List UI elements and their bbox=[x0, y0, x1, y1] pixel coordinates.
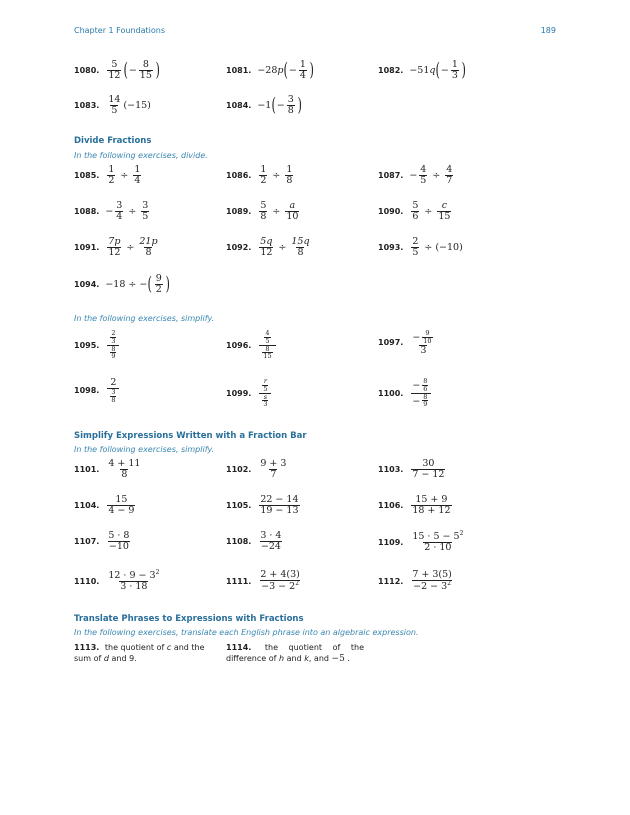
complex-fraction: $\frac{\frac{2}{3}}{\frac{8}{9}}$ bbox=[107, 330, 119, 360]
exercise-number: 1103. bbox=[378, 464, 404, 474]
math-expression: − $\frac{3}{4}$ ÷ $\frac{3}{5}$ bbox=[105, 200, 149, 222]
exercise-number: 1105. bbox=[226, 500, 252, 510]
fraction: $\frac{2 + 4(3)}{-3 - 2^2}$ bbox=[260, 569, 300, 593]
fraction: $\frac{4}{7}$ bbox=[446, 164, 453, 186]
exercise-1080 bbox=[74, 60, 160, 81]
math-expression: −1 ( − $\frac{3}{8}$ ) bbox=[257, 93, 302, 116]
fraction: $\frac{4 + 11}{8}$ bbox=[108, 458, 141, 480]
exercise-number: 1107. bbox=[74, 536, 100, 546]
exercise-number: 1081. bbox=[226, 65, 252, 75]
exercise-1101 bbox=[74, 459, 143, 480]
math-expression bbox=[105, 378, 121, 404]
exercise-number: 1094. bbox=[74, 279, 100, 289]
exercise-number: 1089. bbox=[226, 206, 252, 216]
exercise-1090 bbox=[378, 201, 453, 222]
fraction: $\frac{15 \cdot 5 - 5^2}{2 \cdot 10}$ bbox=[412, 530, 464, 554]
exercise-number: 1082. bbox=[378, 65, 404, 75]
fraction: $\frac{5 \cdot 8}{-10}$ bbox=[108, 530, 130, 552]
math-expression bbox=[257, 330, 277, 360]
exercise-1103 bbox=[378, 459, 447, 480]
math-expression: $\frac{7p}{12}$ ÷ $\frac{21p}{8}$ bbox=[108, 236, 158, 258]
fraction: $\frac{5}{8}$ bbox=[260, 200, 267, 222]
math-expression: −28 p ( − $\frac{1}{4}$ ) bbox=[257, 58, 314, 81]
fraction: $\frac{21p}{8}$ bbox=[139, 236, 158, 258]
exercise-number: 1093. bbox=[378, 242, 404, 252]
exercise-number: 1099. bbox=[226, 388, 252, 398]
math-expression: $\frac{2}{5}$ ÷ (−10) bbox=[412, 236, 463, 258]
exercise-1110 bbox=[74, 570, 162, 592]
fraction: $\frac{3}{4}$ bbox=[116, 200, 123, 222]
exercise-1092 bbox=[226, 237, 312, 258]
fraction: $\frac{30}{7 - 12}$ bbox=[412, 458, 445, 480]
exercise-number: 1114. bbox=[226, 643, 252, 652]
fraction: $\frac{3}{5}$ bbox=[142, 200, 149, 222]
exercise-number: 1087. bbox=[378, 170, 404, 180]
fraction: $\frac{5q}{12}$ bbox=[260, 236, 273, 258]
exercise-number: 1096. bbox=[226, 340, 252, 350]
math-expression bbox=[257, 378, 273, 408]
math-expression bbox=[105, 330, 121, 360]
exercise-1094 bbox=[74, 274, 170, 295]
fraction: $\frac{15}{4 - 9}$ bbox=[108, 494, 135, 516]
math-expression: $\frac{1}{2}$ ÷ $\frac{1}{4}$ bbox=[108, 164, 141, 186]
fraction: $\frac{7p}{12}$ bbox=[108, 236, 121, 258]
exercise-1089 bbox=[226, 201, 301, 222]
exercise-number: 1112. bbox=[378, 576, 404, 586]
exercise-number: 1088. bbox=[74, 206, 100, 216]
exercise-1095 bbox=[74, 330, 121, 360]
exercise-1084 bbox=[226, 95, 302, 116]
section-instruction: In the following exercises, simplify. bbox=[74, 314, 215, 323]
section-heading-divide-fractions: Divide Fractions bbox=[74, 136, 152, 146]
exercise-number: 1101. bbox=[74, 464, 100, 474]
fraction: $\frac{4}{5}$ bbox=[420, 164, 427, 186]
exercise-number: 1100. bbox=[378, 388, 404, 398]
page-header bbox=[74, 26, 556, 38]
fraction: $\frac{7 + 3(5)}{-2 - 3^2}$ bbox=[412, 569, 452, 593]
fraction: $\frac{c}{15}$ bbox=[438, 200, 451, 222]
exercise-1102 bbox=[226, 459, 289, 480]
complex-fraction: $\frac{\frac{r}{5}}{\frac{s}{3}}$ bbox=[259, 378, 271, 408]
section-instruction: In the following exercises, divide. bbox=[74, 151, 208, 160]
exercise-1107 bbox=[74, 531, 132, 552]
exercise-1114: 1114. the quotient of the difference of h and k, and −5 . bbox=[226, 643, 364, 664]
exercise-number: 1111. bbox=[226, 576, 252, 586]
exercise-1087 bbox=[378, 165, 455, 186]
fraction: $\frac{1}{4}$ bbox=[134, 164, 141, 186]
fraction: $\frac{1}{2}$ bbox=[260, 164, 267, 186]
exercise-1104 bbox=[74, 495, 137, 516]
exercise-number: 1110. bbox=[74, 576, 100, 586]
fraction: $\frac{9 + 3}{7}$ bbox=[260, 458, 287, 480]
math-expression: − $\frac{4}{5}$ ÷ $\frac{4}{7}$ bbox=[409, 164, 453, 186]
exercise-1113: 1113. the quotient of c and the sum of d and 9. bbox=[74, 643, 205, 663]
complex-fraction: $\frac{\frac{4}{5}}{\frac{8}{15}}$ bbox=[259, 330, 275, 360]
exercise-number: 1108. bbox=[226, 536, 252, 546]
exercise-1097 bbox=[378, 330, 438, 356]
fraction: $\frac{22 - 14}{19 - 13}$ bbox=[260, 494, 299, 516]
fraction: $\frac{3 \cdot 4}{-24}$ bbox=[260, 530, 282, 552]
fraction: $\frac{3}{8}$ bbox=[287, 94, 294, 116]
exercise-1108 bbox=[226, 531, 284, 552]
fraction: $\frac{15q}{8}$ bbox=[291, 236, 310, 258]
exercise-1096 bbox=[226, 330, 278, 360]
fraction: $\frac{5}{12}$ bbox=[108, 59, 121, 81]
exercise-number: 1084. bbox=[226, 100, 252, 110]
exercise-number: 1102. bbox=[226, 464, 252, 474]
exercise-1099 bbox=[226, 378, 273, 408]
fraction: $\frac{15 + 9}{18 + 12}$ bbox=[412, 494, 451, 516]
complex-fraction: − $\frac{9}{10}$ 3 bbox=[412, 329, 432, 356]
exercise-1088 bbox=[74, 201, 151, 222]
exercise-number: 1092. bbox=[226, 242, 252, 252]
exercise-1112 bbox=[378, 570, 455, 592]
fraction: $\frac{8}{15}$ bbox=[139, 59, 152, 81]
exercise-1083 bbox=[74, 95, 151, 116]
fraction: $\frac{a}{10}$ bbox=[286, 200, 299, 222]
exercise-number: 1080. bbox=[74, 65, 100, 75]
exercise-1106 bbox=[378, 495, 454, 516]
section-heading-fraction-bar: Simplify Expressions Written with a Fraction Bar bbox=[74, 431, 307, 441]
exercise-1100 bbox=[378, 378, 433, 408]
exercise-1098 bbox=[74, 378, 121, 404]
exercise-number: 1106. bbox=[378, 500, 404, 510]
fraction: $\frac{9}{2}$ bbox=[155, 273, 162, 295]
exercise-number: 1091. bbox=[74, 242, 100, 252]
exercise-number: 1090. bbox=[378, 206, 404, 216]
exercise-number: 1083. bbox=[74, 100, 100, 110]
math-expression: $\frac{5}{8}$ ÷ $\frac{a}{10}$ bbox=[260, 200, 299, 222]
fraction: $\frac{5}{6}$ bbox=[412, 200, 419, 222]
section-instruction: In the following exercises, translate each English phrase into an algebraic expression. bbox=[74, 628, 419, 637]
exercise-1081 bbox=[226, 60, 314, 81]
math-expression: −51 q ( − $\frac{1}{3}$ ) bbox=[409, 58, 466, 81]
section-instruction: In the following exercises, simplify. bbox=[74, 445, 215, 454]
exercise-1105 bbox=[226, 495, 302, 516]
exercise-number: 1095. bbox=[74, 340, 100, 350]
exercise-1093 bbox=[378, 237, 463, 258]
math-expression: −18 ÷ − ( $\frac{9}{2}$ ) bbox=[105, 272, 170, 295]
exercise-number: 1098. bbox=[74, 386, 100, 396]
math-expression bbox=[409, 378, 433, 408]
fraction: $\frac{12 \cdot 9 - 3^2}{3 \cdot 18}$ bbox=[108, 569, 160, 593]
exercise-number: 1097. bbox=[378, 338, 404, 348]
fraction: $\frac{1}{3}$ bbox=[451, 59, 458, 81]
exercise-1085 bbox=[74, 165, 143, 186]
math-expression: $\frac{5q}{12}$ ÷ $\frac{15q}{8}$ bbox=[260, 236, 310, 258]
exercise-number: 1085. bbox=[74, 170, 100, 180]
complex-fraction: − $\frac{8}{6}$ − $\frac{8}{9}$ bbox=[411, 378, 431, 408]
fraction: $\frac{2}{5}$ bbox=[412, 236, 419, 258]
math-expression: $\frac{5}{6}$ ÷ $\frac{c}{15}$ bbox=[412, 200, 451, 222]
math-expression: $\frac{5}{12}$ ( − $\frac{8}{15}$ ) bbox=[108, 58, 160, 81]
section-heading-translate-phrases: Translate Phrases to Expressions with Fractions bbox=[74, 614, 304, 624]
chapter-title: Chapter 1 Foundations bbox=[74, 26, 165, 35]
exercise-1082 bbox=[378, 60, 466, 81]
exercise-number: 1104. bbox=[74, 500, 100, 510]
exercise-1111 bbox=[226, 570, 303, 592]
page-number: 189 bbox=[540, 26, 556, 35]
exercise-1086 bbox=[226, 165, 295, 186]
math-expression: $\frac{1}{2}$ ÷ $\frac{1}{8}$ bbox=[260, 164, 293, 186]
exercise-number: 1086. bbox=[226, 170, 252, 180]
exercise-1109 bbox=[378, 531, 466, 553]
exercise-1091 bbox=[74, 237, 160, 258]
fraction: $\frac{1}{4}$ bbox=[299, 59, 306, 81]
fraction: $\frac{1}{2}$ bbox=[108, 164, 115, 186]
fraction: $\frac{1}{8}$ bbox=[286, 164, 293, 186]
exercise-number: 1109. bbox=[378, 537, 404, 547]
fraction: $\frac{14}{5}$ bbox=[108, 94, 121, 116]
complex-fraction: $\frac{2}{\frac{3}{8}}$ bbox=[107, 378, 119, 404]
math-expression: $\frac{14}{5}$ (−15) bbox=[108, 94, 151, 116]
math-expression bbox=[409, 330, 437, 356]
exercise-number: 1113. bbox=[74, 643, 100, 652]
